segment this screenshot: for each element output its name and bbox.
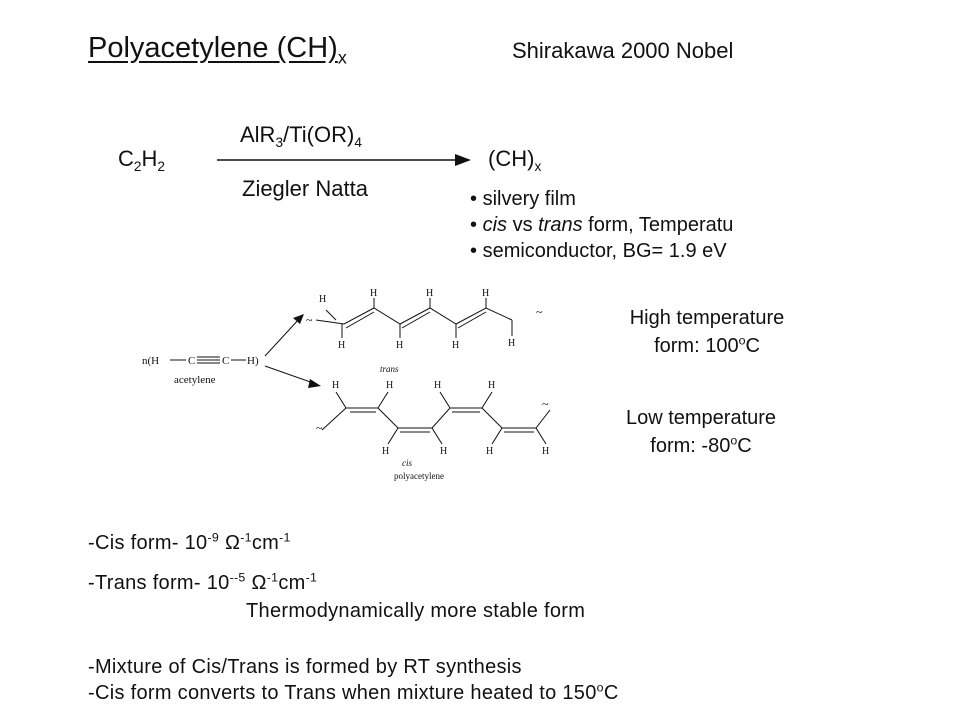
- page-title: Polyacetylene $(CH)_x$: [88, 32, 347, 68]
- trans-structure: [316, 298, 512, 338]
- product-formula: $(CH)_x$: [488, 146, 542, 174]
- low-temperature-note: Low temperature form: -80$^o$C: [625, 407, 777, 457]
- trans-h-3: H: [426, 288, 434, 299]
- high-temperature-note: High temperature form: 100$^o$C: [629, 307, 785, 357]
- trans-h-6: H: [396, 340, 404, 351]
- property-list: [470, 186, 733, 264]
- reactant-formula: $C_2H_2$: [118, 146, 165, 174]
- cis-label: cis: [402, 458, 412, 468]
- catalyst-label: $AlR_3/Ti(OR)_4$: [240, 122, 362, 150]
- cis-h-6: H: [440, 446, 448, 457]
- cis-right-end: ~: [542, 397, 549, 411]
- reaction-arrow: [215, 150, 475, 170]
- list-item: • cis vs trans form, Temperatu: [470, 214, 734, 236]
- heating-note: -Cis form converts to Trans when mixture heated to 150$^o$C: [88, 680, 619, 704]
- cis-conductivity: -Cis form- $10^{-9}$ $\Omega^{-1}cm^{-1}$: [88, 530, 291, 554]
- trans-h-1: H: [319, 294, 327, 305]
- cis-h-3: H: [434, 380, 442, 391]
- acetylene-h: H): [247, 355, 259, 367]
- trans-label: trans: [380, 364, 399, 374]
- trans-h-7: H: [452, 340, 460, 351]
- stability-note: Thermodynamically more stable form: [246, 600, 586, 622]
- trans-right-end: ~: [536, 305, 543, 319]
- cis-h-2: H: [386, 380, 394, 391]
- cis-structure: [322, 392, 550, 444]
- trans-h-8: H: [508, 338, 516, 349]
- cis-left-end: ~: [316, 421, 323, 435]
- acetylene-c1: C: [188, 355, 196, 367]
- nobel-caption: Shirakawa 2000 Nobel: [512, 38, 734, 63]
- acetylene-n: n(H: [142, 355, 160, 367]
- trans-h-2: H: [370, 288, 378, 299]
- polyacetylene-label: polyacetylene: [394, 471, 444, 481]
- cis-h-1: H: [332, 380, 340, 391]
- cis-h-5: H: [382, 446, 390, 457]
- list-item: • semiconductor, BG= 1.9 eV: [470, 240, 727, 262]
- trans-conductivity: -Trans form- $10^{--5}$ $\Omega^{-1}cm^{-1}$: [88, 570, 318, 594]
- cis-h-4: H: [488, 380, 496, 391]
- method-label: Ziegler Natta: [242, 176, 368, 201]
- rt-synthesis-note: -Mixture of Cis/Trans is formed by RT synthesis: [88, 656, 522, 678]
- acetylene-c2: C: [222, 355, 230, 367]
- list-item: • silvery film: [470, 188, 576, 210]
- structure-diagram: [130, 280, 560, 490]
- cis-h-7: H: [486, 446, 494, 457]
- trans-left-end: ~: [306, 313, 313, 327]
- cis-h-8: H: [542, 446, 550, 457]
- acetylene-label: acetylene: [174, 374, 216, 386]
- trans-h-4: H: [482, 288, 490, 299]
- trans-h-5: H: [338, 340, 346, 351]
